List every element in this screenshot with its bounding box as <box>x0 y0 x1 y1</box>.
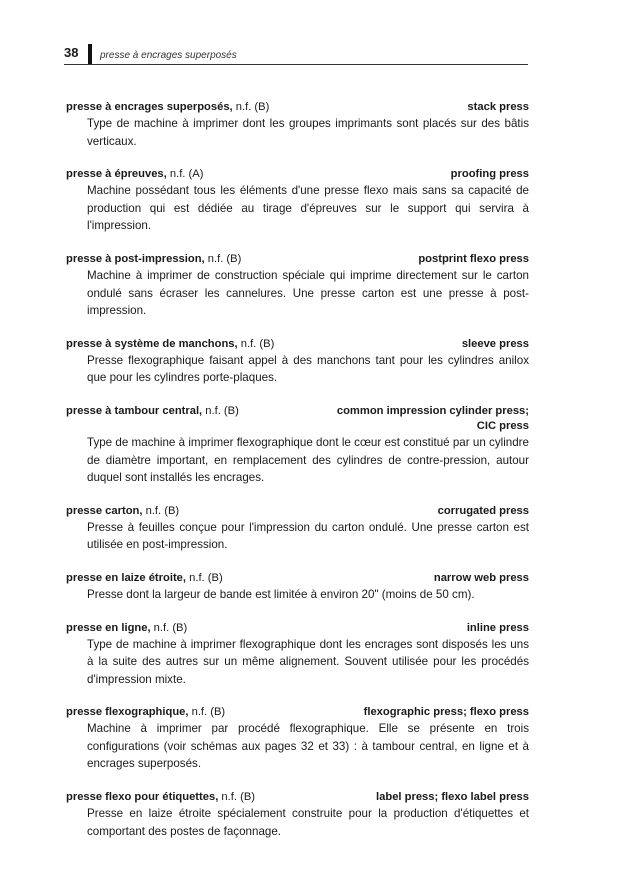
entry-definition: Presse flexographique faisant appel à des manchons tant pour les cylindres anilox que pour les cylindres porte-plaques. <box>87 353 529 385</box>
glossary-entry <box>66 167 529 235</box>
entry-term: presse en laize étroite, <box>66 571 187 584</box>
entry-term: presse flexographique, <box>66 706 189 719</box>
entry-english: stack press <box>467 101 529 113</box>
running-header <box>64 42 528 65</box>
entry-grammar: n.f. (B) <box>202 404 239 417</box>
entry-definition: Machine à imprimer de construction spéciale qui imprime directement sur le carton ondulé sans écraser les cannelures. Une presse carton est une presse à post-impression. <box>87 268 529 318</box>
entry-term: presse à système de manchons, <box>66 337 238 350</box>
glossary-entry <box>66 252 529 320</box>
glossary-entry <box>66 504 529 554</box>
entry-heading <box>66 404 529 419</box>
entry-definition: Presse à feuilles conçue pour l'impression du carton ondulé. Une presse carton est utilisée en post-impression. <box>87 520 529 552</box>
entry-english: corrugated press <box>437 504 529 517</box>
entry-english: postprint flexo press <box>418 252 529 265</box>
entry-heading <box>66 337 529 352</box>
entry-english: label press; flexo label press <box>376 791 529 804</box>
entry-term: presse à tambour central, <box>66 404 203 417</box>
entry-heading <box>66 167 529 182</box>
glossary-entry <box>66 571 529 604</box>
entry-grammar: n.f. (B) <box>218 791 256 804</box>
entry-heading <box>66 252 529 267</box>
entry-english: flexographic press; flexo press <box>363 706 529 719</box>
entry-english: common impression cylinder press; <box>336 404 529 417</box>
glossary-entry <box>66 337 529 387</box>
glossary-entry <box>66 404 529 487</box>
entry-term: presse à épreuves, <box>66 168 167 181</box>
running-title: presse à encrages superposés <box>100 50 237 61</box>
entry-english: sleeve press <box>461 337 529 350</box>
entry-grammar: n.f. (B) <box>232 101 270 113</box>
entry-definition: Presse en laize étroite spécialement construite pour la production d'étiquettes et comportant des postes de façonnage. <box>87 807 529 838</box>
entry-heading <box>66 790 529 805</box>
entry-definition: Type de machine à imprimer dont les groupes imprimants sont placés sur des bâtis verticaux. <box>87 117 529 148</box>
entry-grammar: n.f. (B) <box>142 504 180 517</box>
entry-heading <box>66 705 529 720</box>
entry-grammar: n.f. (B) <box>186 571 223 584</box>
entry-english: narrow web press <box>433 571 529 584</box>
entry-term: presse carton, <box>66 504 143 517</box>
entry-term: presse à post-impression, <box>66 252 205 265</box>
entry-heading <box>66 621 529 636</box>
entry-heading <box>66 100 529 115</box>
glossary-entry <box>66 790 529 840</box>
entry-grammar: n.f. (B) <box>188 706 226 719</box>
glossary-entry <box>66 100 529 150</box>
entry-term: presse à encrages superposés, <box>66 101 233 113</box>
entry-english: inline press <box>466 621 529 634</box>
entry-definition: Machine à imprimer par procédé flexographique. Elle se présente en trois configurations (voir schémas aux pages 32 et 33) : à tambour central, en ligne et à encrages superposés. <box>87 722 529 771</box>
entry-definition: Type de machine à imprimer flexographique dont le cœur est constitué par un cylindre de diamètre important, en remplacement des cylindres de contre-pression, autour duquel sont installés les encrages. <box>87 435 529 485</box>
entry-grammar: n.f. (B) <box>237 337 275 350</box>
entry-definition: Type de machine à imprimer flexographique dont les encrages sont disposés les uns à la suite des autres sur un même alignement. Souvent utilisée pour les procédés d'impression mixte. <box>87 637 529 686</box>
entry-term: presse flexo pour étiquettes, <box>66 791 219 804</box>
entry-grammar: n.f. (A) <box>166 168 204 181</box>
entry-heading <box>66 504 529 519</box>
entry-term: presse en ligne, <box>66 621 151 634</box>
entry-grammar: n.f. (B) <box>204 252 242 265</box>
page-number: 38 <box>64 45 79 60</box>
glossary-entry <box>66 621 529 689</box>
entry-definition: Machine possédant tous les éléments d'une presse flexo mais sans sa capacité de production qui est dédiée au tirage d'épreuves sur le support qui servira à l'impression. <box>87 184 529 233</box>
entry-heading <box>66 571 529 586</box>
entry-definition: Presse dont la largeur de bande est limitée à environ 20" (moins de 50 cm). <box>87 587 475 601</box>
header-divider-bar <box>88 44 92 64</box>
glossary-entry <box>66 705 529 773</box>
glossary-entries <box>66 100 529 857</box>
entry-english-continued: CIC press <box>476 419 529 432</box>
entry-english: proofing press <box>450 168 529 181</box>
entry-grammar: n.f. (B) <box>150 621 188 634</box>
